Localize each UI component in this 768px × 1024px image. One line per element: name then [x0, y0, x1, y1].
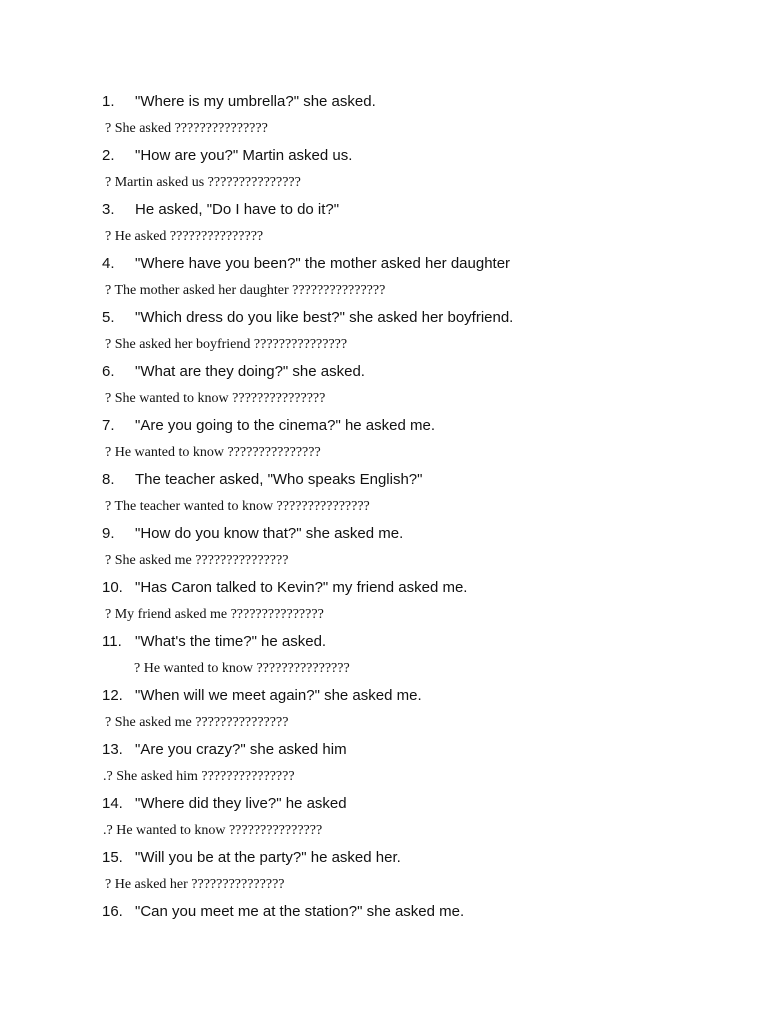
answer-line: ? She asked her boyfriend ???????????????	[105, 337, 348, 352]
list-item	[0, 196, 768, 250]
answer-line: ? He wanted to know ???????????????	[105, 445, 321, 460]
question-number: 14.	[102, 795, 123, 812]
question-text: "What's the time?" he asked.	[135, 633, 327, 650]
question-number: 5.	[102, 309, 115, 326]
question-line	[0, 574, 768, 601]
question-text: "Where did they live?" he asked	[135, 795, 347, 812]
question-text: "How are you?" Martin asked us.	[135, 147, 353, 164]
question-number: 10.	[102, 579, 123, 596]
question-line	[0, 250, 768, 277]
list-item	[0, 358, 768, 412]
question-number: 16.	[102, 903, 123, 920]
answer-line: ? She asked ???????????????	[105, 121, 268, 136]
question-number: 2.	[102, 147, 115, 164]
question-text: "How do you know that?" she asked me.	[135, 525, 404, 542]
answer-line: ? He asked ???????????????	[105, 229, 264, 244]
list-item	[0, 898, 768, 925]
question-number: 8.	[102, 471, 115, 488]
list-item	[0, 466, 768, 520]
answer-line: ? She asked me ???????????????	[105, 553, 289, 568]
list-item	[0, 304, 768, 358]
question-text: "Where is my umbrella?" she asked.	[135, 93, 376, 110]
question-number: 12.	[102, 687, 123, 704]
question-line	[0, 304, 768, 331]
answer-line: ? She asked me ???????????????	[105, 715, 289, 730]
question-number: 6.	[102, 363, 115, 380]
list-item	[0, 682, 768, 736]
question-line	[0, 736, 768, 763]
list-item	[0, 88, 768, 142]
list-item	[0, 574, 768, 628]
answer-line: ? Martin asked us ???????????????	[105, 175, 301, 190]
question-number: 15.	[102, 849, 123, 866]
question-line	[0, 142, 768, 169]
question-number: 11.	[102, 633, 122, 650]
question-text: "Which dress do you like best?" she asked her boyfriend.	[135, 309, 514, 326]
list-item	[0, 844, 768, 898]
question-line	[0, 520, 768, 547]
question-number: 3.	[102, 201, 115, 218]
question-line	[0, 628, 768, 655]
question-line	[0, 682, 768, 709]
answer-line: ? The teacher wanted to know ???????????????	[105, 499, 370, 514]
question-text: "Are you crazy?" she asked him	[135, 741, 347, 758]
question-number: 4.	[102, 255, 115, 272]
question-text: "Are you going to the cinema?" he asked me.	[135, 417, 435, 434]
question-line	[0, 844, 768, 871]
question-number: 9.	[102, 525, 115, 542]
list-item	[0, 412, 768, 466]
answer-line: ? The mother asked her daughter ???????????????	[105, 283, 386, 298]
question-text: He asked, "Do I have to do it?"	[135, 201, 340, 218]
question-number: 13.	[102, 741, 123, 758]
question-number: 1.	[102, 93, 115, 110]
question-line	[0, 790, 768, 817]
question-text: The teacher asked, "Who speaks English?"	[135, 471, 423, 488]
question-line	[0, 898, 768, 925]
list-item	[0, 142, 768, 196]
question-text: "What are they doing?" she asked.	[135, 363, 365, 380]
answer-line: .? He wanted to know ???????????????	[103, 823, 323, 838]
question-text: "Will you be at the party?" he asked her.	[135, 849, 401, 866]
question-text: "Where have you been?" the mother asked her daughter	[135, 255, 511, 272]
list-item	[0, 250, 768, 304]
list-item	[0, 790, 768, 844]
answer-line: .? She asked him ???????????????	[103, 769, 295, 784]
question-line	[0, 196, 768, 223]
question-text: "Can you meet me at the station?" she asked me.	[135, 903, 465, 920]
list-item	[0, 520, 768, 574]
list-item	[0, 628, 768, 682]
question-line	[0, 358, 768, 385]
question-number: 7.	[102, 417, 115, 434]
list-item	[0, 736, 768, 790]
question-text: "When will we meet again?" she asked me.	[135, 687, 422, 704]
question-line	[0, 412, 768, 439]
worksheet	[0, 88, 768, 925]
question-text: "Has Caron talked to Kevin?" my friend asked me.	[135, 579, 468, 596]
question-line	[0, 88, 768, 115]
answer-line: ? He wanted to know ???????????????	[134, 661, 350, 676]
answer-line: ? He asked her ???????????????	[105, 877, 285, 892]
answer-line: ? She wanted to know ???????????????	[105, 391, 326, 406]
answer-line: ? My friend asked me ???????????????	[105, 607, 324, 622]
question-line	[0, 466, 768, 493]
